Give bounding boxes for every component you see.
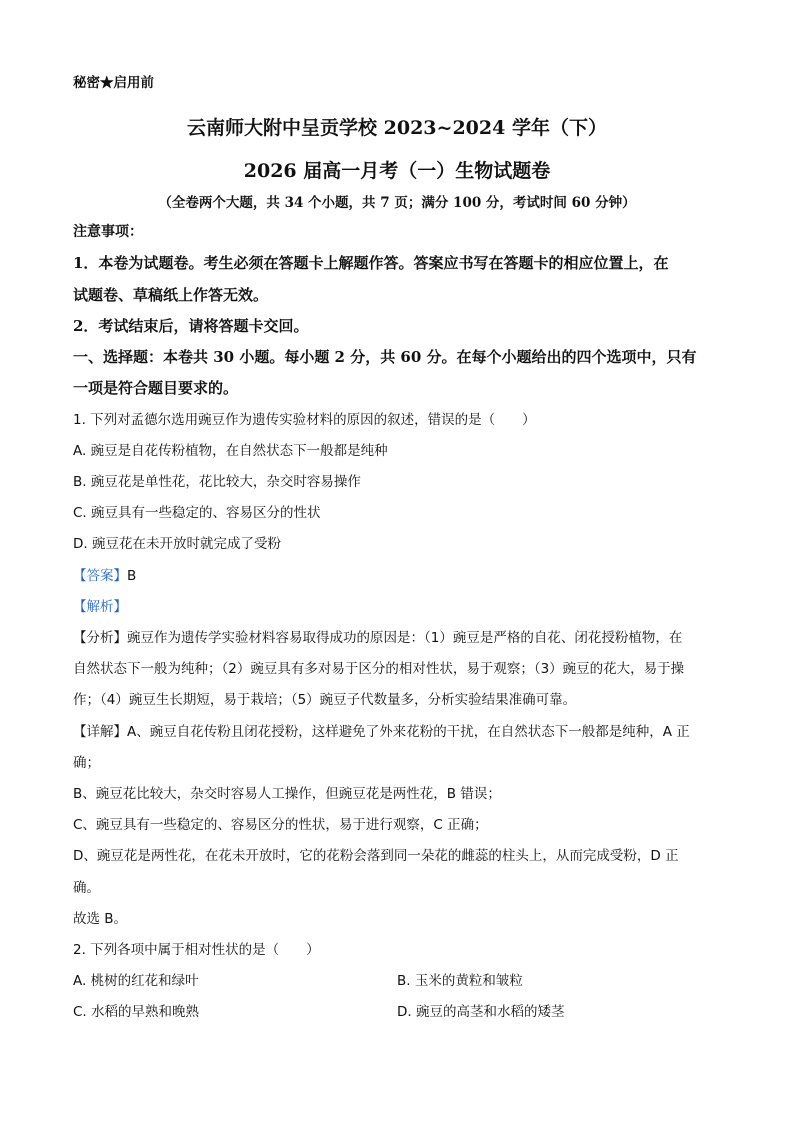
fenxi-line-1 xyxy=(73,628,682,648)
xiangjie-line-1 xyxy=(73,722,690,742)
question-2-option-d: D. 豌豆的高茎和水稻的矮茎 xyxy=(397,1004,565,1020)
exam-title-line2: 2026 届高一月考（一）生物试题卷 xyxy=(243,160,551,182)
exam-subtitle: （全卷两个大题，共 34 个小题，共 7 页；满分 100 分，考试时间 60 分钟） xyxy=(158,195,636,211)
section-heading-cont: 一项是符合题目要求的。 xyxy=(73,379,239,397)
explain-d: D、豌豆花是两性花，在花未开放时，它的花粉会落到同一朵花的雌蕊的柱头上，从而完成受粉，D 正 xyxy=(73,848,679,864)
answer-value: B xyxy=(127,568,137,584)
xiangjie-tag: 【详解】 xyxy=(73,724,127,740)
fenxi-tag: 【分析】 xyxy=(73,630,127,646)
fenxi-line-2: 自然状态下一般为纯种；（2）豌豆具有多对易于区分的相对性状，易于观察；（3）豌豆的花大，易于操 xyxy=(73,661,685,677)
analysis-line xyxy=(73,597,127,617)
section-heading: 一、选择题：本卷共 30 小题。每小题 2 分，共 60 分。在每个小题给出的四个选项中，只有 xyxy=(73,348,697,366)
fenxi-line-3: 作；（4）豌豆生长期短，易于栽培；（5）豌豆子代数量多，分析实验结果准确可靠。 xyxy=(73,692,577,708)
notice-heading: 注意事项： xyxy=(73,224,143,240)
explain-c: C、豌豆具有一些稳定的、容易区分的性状，易于进行观察，C 正确； xyxy=(73,817,488,833)
question-2-stem: 2. 下列各项中属于相对性状的是（ ） xyxy=(73,942,320,958)
notice-item-2: 2．考试结束后，请将答题卡交回。 xyxy=(73,317,309,335)
analysis-tag: 【解析】 xyxy=(73,599,127,615)
xiangjie-line-2: 确； xyxy=(73,755,100,771)
explain-b: B、豌豆花比较大，杂交时容易人工操作，但豌豆花是两性花，B 错误； xyxy=(73,786,501,802)
notice-item-1-cont: 试题卷、草稿纸上作答无效。 xyxy=(73,286,269,304)
fenxi-text-1: 豌豆作为遗传学实验材料容易取得成功的原因是：（1）豌豆是严格的自花、闭花授粉植物，在 xyxy=(127,630,683,646)
exam-title-line1: 云南师大附中呈贡学校 2023~2024 学年（下） xyxy=(187,117,607,139)
question-1-option-d: D. 豌豆花在未开放时就完成了受粉 xyxy=(73,536,281,552)
question-2-option-c: C. 水稻的早熟和晚熟 xyxy=(73,1004,200,1020)
secret-label: 秘密★启用前 xyxy=(73,75,154,91)
question-1-stem: 1. 下列对孟德尔选用豌豆作为遗传实验材料的原因的叙述，错误的是（ ） xyxy=(73,412,536,428)
question-1-option-a: A. 豌豆是自花传粉植物，在自然状态下一般都是纯种 xyxy=(73,443,388,459)
xiangjie-text-1: A、豌豆自花传粉且闭花授粉，这样避免了外来花粉的干扰，在自然状态下一般都是纯种，A 正 xyxy=(127,724,690,740)
answer-tag: 【答案】 xyxy=(73,568,127,584)
notice-item-1: 1．本卷为试题卷。考生必须在答题卡上解题作答。答案应书写在答题卡的相应位置上，在 xyxy=(73,254,669,272)
conclusion: 故选 B。 xyxy=(73,911,128,927)
explain-d-cont: 确。 xyxy=(73,880,100,896)
question-2-option-a: A. 桃树的红花和绿叶 xyxy=(73,973,199,989)
answer-line xyxy=(73,566,136,586)
question-1-option-c: C. 豌豆具有一些稳定的、容易区分的性状 xyxy=(73,505,321,521)
question-1-option-b: B. 豌豆花是单性花，花比较大，杂交时容易操作 xyxy=(73,474,361,490)
question-2-option-b: B. 玉米的黄粒和皱粒 xyxy=(397,973,523,989)
